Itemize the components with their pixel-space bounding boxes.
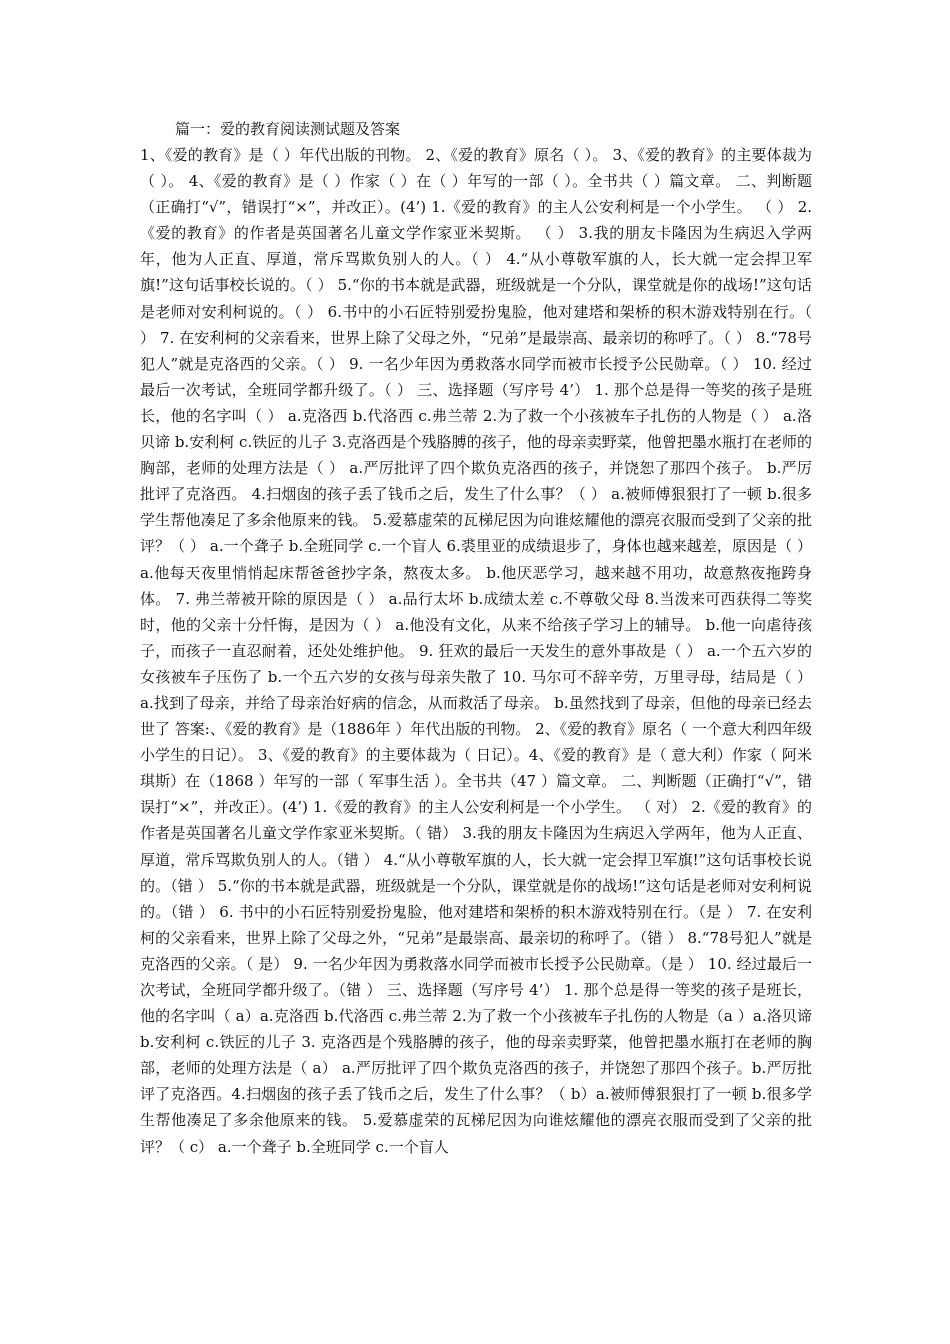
document-body: 1、《爱的教育》是（ ）年代出版的刊物。 2、《爱的教育》原名（ ）。 3、《爱的教育》的主要体裁为（ ）。 4、《爱的教育》是（ ）作家（ ）在（ ）年写的一部（ ）。全书共（ ）篇文章。 二、判断题（正确打“√”，错误打“×”，并改正）。(4’) 1.《爱的教育》的主人公安利柯是一个小学生。 （ ） 2.《爱的教育》的作者是英国著名儿童文学作家亚米契斯。 （ ） 3.我的朋友卡隆因为生病迟入学两年，他为人正直、厚道，常斥骂欺负别人的人。（ ） 4.“从小尊敬军旗的人，长大就一定会捍卫军旗!”这句话事校长说的。（ ） 5.“你的书本就是武器，班级就是一个分队，课堂就是你的战场!”这句话是老师对安利柯说的。（ ） 6.书中的小石匠特别爱扮鬼脸，他对建塔和架桥的积木游戏特别在行。（ ） 7. 在安利柯的父亲看来，世界上除了父母之外，“兄弟”是最崇高、最亲切的称呼了。（ ） 8.“78号犯人”就是克洛西的父亲。（ ） 9. 一名少年因为勇救落水同学而被市长授予公民勋章。（ ） 10. 经过最后一次考试，全班同学都升级了。（ ） 三、选择题（写序号 4’） 1. 那个总是得一等奖的孩子是班长，他的名字叫（ ） a.克洛西 b.代洛西 c.弗兰蒂 2.为了救一个小孩被车子扎伤的人物是（ ） a.洛贝谛 b.安利柯 c.铁匠的儿子 3.克洛西是个残胳膊的孩子，他的母亲卖野菜，他曾把墨水瓶打在老师的胸部，老师的处理方法是（ ） a.严厉批评了四个欺负克洛西的孩子，并饶恕了那四个孩子。 b.严厉批评了克洛西。 4.扫烟囱的孩子丢了钱币之后，发生了什么事？（ ） a.被师傅狠狠打了一顿 b.很多学生帮他凑足了多余他原来的钱。 5.爱慕虚荣的瓦梯尼因为向谁炫耀他的漂亮衣服而受到了父亲的批评？（ ） a.一个聋子 b.全班同学 c.一个盲人 6.裘里亚的成绩退步了，身体也越来越差，原因是（ ） a.他每天夜里悄悄起床帮爸爸抄字条，熬夜太多。 b.他厌恶学习，越来越不用功，故意熬夜拖跨身体。 7. 弗兰蒂被开除的原因是（ ） a.品行太坏 b.成绩太差 c.不尊敬父母 8.当泼来可西获得二等奖时，他的父亲十分忏悔，是因为（ ） a.他没有文化，从来不给孩子学习上的辅导。 b.他一向虐待孩子，而孩子一直忍耐着，还处处维护他。 9. 狂欢的最后一天发生的意外事故是（ ） a.一个五六岁的女孩被车子压伤了 b.一个五六岁的女孩与母亲失散了 10. 马尔可不辞辛劳，万里寻母，结局是（ ） a.找到了母亲，并给了母亲治好病的信念，从而救活了母亲。 b.虽然找到了母亲，但他的母亲已经去世了 答案:、《爱的教育》是（1886年 ）年代出版的刊物。 2、《爱的教育》原名（ 一个意大利四年级小学生的日记）。 3、《爱的教育》的主要体裁为（ 日记）。4、《爱的教育》是（ 意大利）作家（ 阿米琪斯）在（1868 ）年写的一部（ 军事生活 ）。全书共（47 ）篇文章。 二、判断题（正确打“√”，错误打“×”，并改正）。(4’) 1.《爱的教育》的主人公安利柯是一个小学生。 （ 对） 2.《爱的教育》的作者是英国著名儿童文学作家亚米契斯。（ 错） 3.我的朋友卡隆因为生病迟入学两年，他为人正直、厚道，常斥骂欺负别人的人。（错 ） 4.“从小尊敬军旗的人，长大就一定会捍卫军旗!”这句话事校长说的。（错 ） 5.“你的书本就是武器，班级就是一个分队，课堂就是你的战场!”这句话是老师对安利柯说的。（错 ） 6. 书中的小石匠特别爱扮鬼脸，他对建塔和架桥的积木游戏特别在行。（是 ） 7. 在安利柯的父亲看来，世界上除了父母之外，“兄弟”是最崇高、最亲切的称呼了。（错 ） 8.“78号犯人”就是克洛西的父亲。（ 是） 9. 一名少年因为勇救落水同学而被市长授予公民勋章。（是 ） 10. 经过最后一次考试，全班同学都升级了。（错 ） 三、选择题（写序号 4’） 1. 那个总是得一等奖的孩子是班长，他的名字叫（ a）a.克洛西 b.代洛西 c.弗兰蒂 2.为了救一个小孩被车子扎伤的人物是（a ）a.洛贝谛 b.安利柯 c.铁匠的儿子 3. 克洛西是个残胳膊的孩子，他的母亲卖野菜，他曾把墨水瓶打在老师的胸部，老师的处理方法是（ a） a.严厉批评了四个欺负克洛西的孩子，并饶恕了那四个孩子。b.严厉批评了克洛西。4.扫烟囱的孩子丢了钱币之后，发生了什么事？（ b）a.被师傅狠狠打了一顿 b.很多学生帮他凑足了多余他原来的钱。 5.爱慕虚荣的瓦梯尼因为向谁炫耀他的漂亮衣服而受到了父亲的批评？（ c） a.一个聋子 b.全班同学 c.一个盲人 — [140, 146, 812, 1156]
document-title: 篇一：爱的教育阅读测试题及答案 — [175, 120, 401, 138]
